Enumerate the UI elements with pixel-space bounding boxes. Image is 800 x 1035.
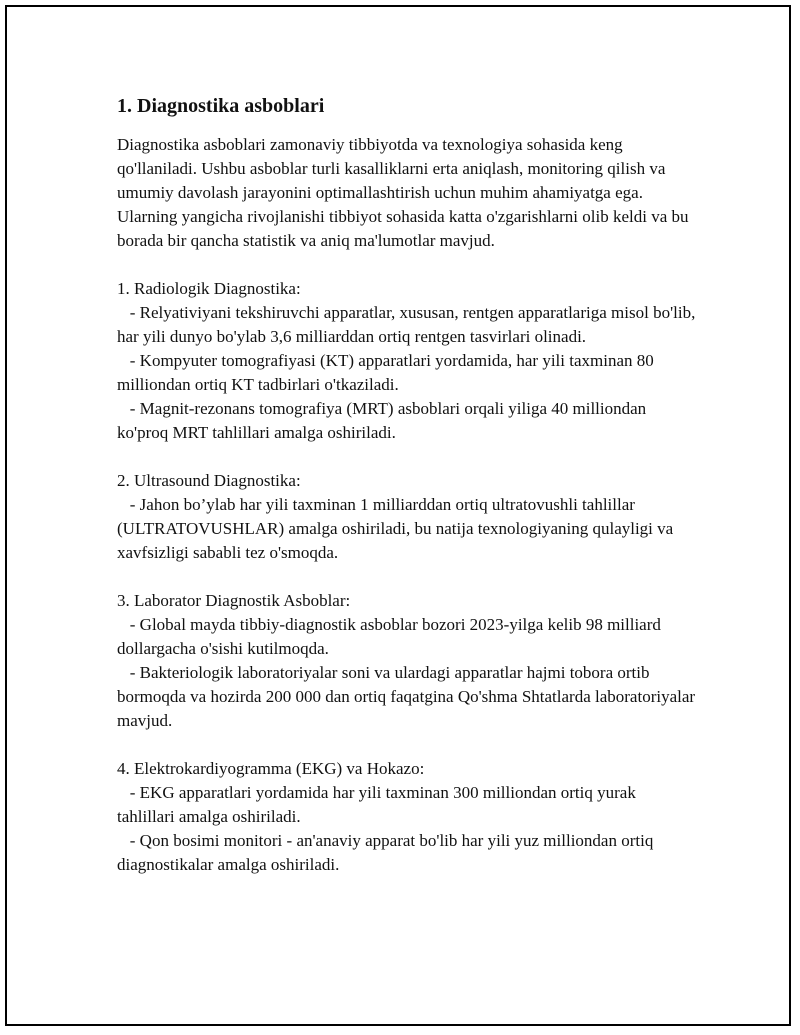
section-radiologik — [117, 277, 700, 445]
section-heading: 4. Elektrokardiyogramma (EKG) va Hokazo: — [117, 759, 425, 778]
section-ultrasound — [117, 469, 697, 565]
section-heading: 3. Laborator Diagnostik Asboblar: — [117, 591, 351, 610]
document-body — [117, 93, 700, 877]
list-item: - Global mayda tibbiy-diagnostik asboblar bozori 2023-yilga kelib 98 milliard dollargacha o'sishi kutilmoqda. — [117, 615, 666, 658]
document-title: 1. Diagnostika asboblari — [117, 95, 325, 117]
section-laborator — [117, 589, 700, 733]
list-item: - Magnit-rezonans tomografiya (MRT) asboblari orqali yiliga 40 milliondan ko'proq MRT tahlillari amalga oshiriladi. — [117, 399, 651, 442]
section-heading: 1. Radiologik Diagnostika: — [117, 279, 301, 298]
list-item: - Relyativiyani tekshiruvchi apparatlar, xususan, rentgen apparatlariga misol bo'lib, har yili dunyo bo'ylab 3,6 milliarddan ortiq rentgen tasvirlari olinadi. — [117, 303, 700, 346]
list-item: - EKG apparatlari yordamida har yili taxminan 300 milliondan ortiq yurak tahlillari amalga oshiriladi. — [117, 783, 641, 826]
section-ekg — [117, 757, 697, 877]
list-item: - Kompyuter tomografiyasi (KT) apparatlari yordamida, har yili taxminan 80 milliondan ortiq KT tadbirlari o'tkaziladi. — [117, 351, 659, 394]
intro-paragraph: Diagnostika asboblari zamonaviy tibbiyotda va texnologiya sohasida keng qo'llaniladi. Ushbu asboblar turli kasalliklarni erta aniqlash, monitoring qilish va umumiy davolash jarayonini optimallashtirish uchun muhim ahamiyatga ega. Ularning yangicha rivojlanishi tibbiyot sohasida katta o'zgarishlarni olib keldi va bu borada bir qancha statistik va aniq ma'lumotlar mavjud. — [117, 135, 693, 250]
list-item: - Qon bosimi monitori - an'anaviy apparat bo'lib har yili yuz milliondan ortiq diagnostikalar amalga oshiriladi. — [117, 831, 658, 874]
list-item: - Bakteriologik laboratoriyalar soni va ulardagi apparatlar hajmi tobora ortib bormoqda va hozirda 200 000 dan ortiq faqatgina Qo'shma Shtatlarda laboratoriyalar mavjud. — [117, 663, 700, 730]
section-heading: 2. Ultrasound Diagnostika: — [117, 471, 301, 490]
list-item: - Jahon bo’ylab har yili taxminan 1 milliarddan ortiq ultratovushli tahlillar (ULTRATOVUSHLAR) amalga oshiriladi, bu natija texnologiyaning qulayligi va xavfsizligi sababli tez o'smoqda. — [117, 495, 678, 562]
